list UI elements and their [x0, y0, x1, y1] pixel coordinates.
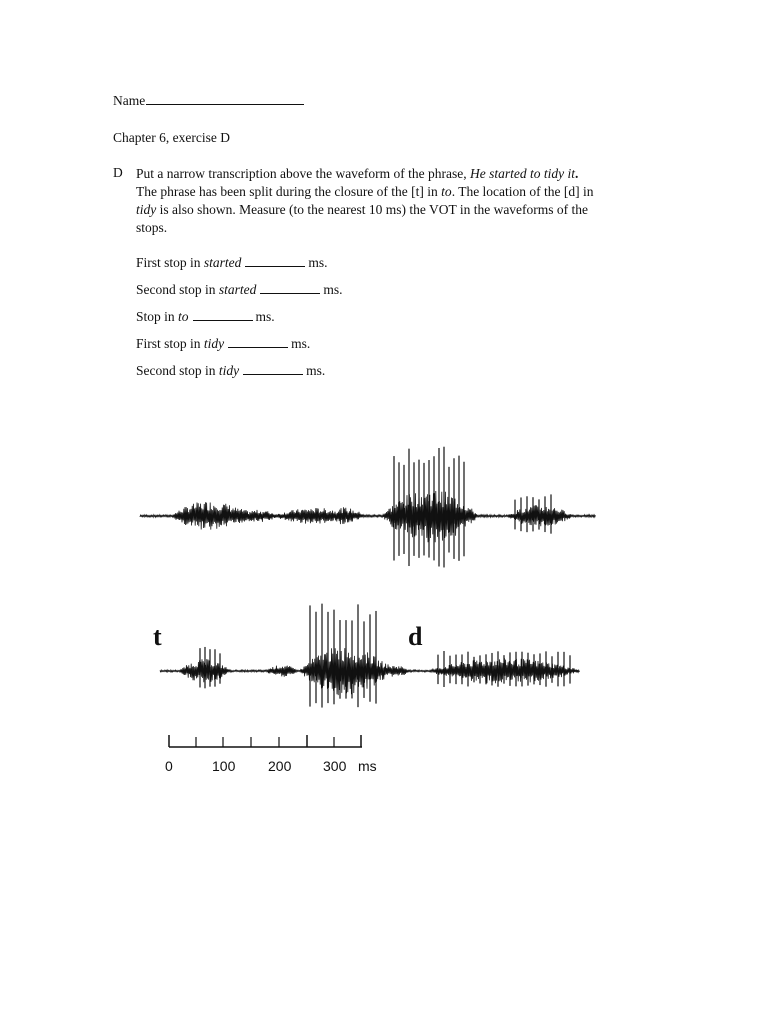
exercise-letter: D: [113, 165, 123, 180]
scale-label-unit: ms: [358, 758, 377, 774]
scale-label-100: 100: [212, 758, 236, 774]
chapter-heading: Chapter 6, exercise D: [113, 130, 230, 145]
question-5: Second stop in tidy ms.: [136, 363, 326, 378]
scale-label-300: 300: [323, 758, 347, 774]
exercise-instructions: Put a narrow transcription above the waveform of the phrase, He started to tidy it. The phrase has been split during the closure of the [t] in to. The location of the [d] in tidy is also shown. Measure (to the nearest 10 ms) the VOT in the waveforms of the stops.: [136, 166, 594, 235]
name-label: Name: [113, 93, 146, 108]
scale-label-0: 0: [165, 758, 173, 774]
question-4: First stop in tidy ms.: [136, 336, 311, 351]
question-2: Second stop in started ms.: [136, 282, 343, 297]
phrase-text: He started to tidy it: [470, 166, 576, 181]
question-3: Stop in to ms.: [136, 309, 275, 324]
question-1: First stop in started ms.: [136, 255, 328, 270]
scale-label-200: 200: [268, 758, 292, 774]
marker-t: t: [153, 622, 162, 651]
marker-d: d: [408, 622, 423, 651]
